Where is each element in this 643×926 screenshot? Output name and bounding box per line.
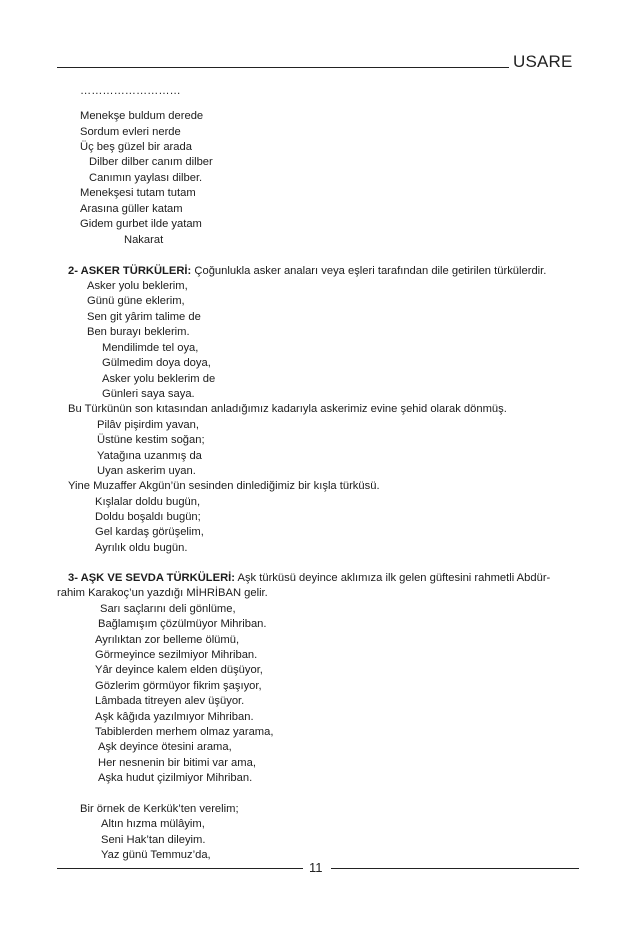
text-line: rahim Karakoç’un yazdığı MİHRİBAN gelir. xyxy=(57,587,268,599)
text-line: Doldu boşaldı bugün; xyxy=(95,511,201,523)
text-line: Nakarat xyxy=(124,234,164,246)
text-line: Arasına güller katam xyxy=(80,203,183,215)
section-heading: 2- ASKER TÜRKÜLERİ: xyxy=(68,265,192,277)
text-line: Sarı saçlarını deli gönlüme, xyxy=(100,603,236,615)
text-line: Kışlalar doldu bugün, xyxy=(95,496,201,508)
text-line: Canımın yaylası dilber. xyxy=(89,172,203,184)
text-line: Aşk kâğıda yazılmıyor Mihriban. xyxy=(95,711,254,723)
text-line: Gözlerim görmüyor fikrim şaşıyor, xyxy=(95,680,262,692)
text-line: Gülmedim doya doya, xyxy=(102,357,211,369)
text-line: Sordum evleri nerde xyxy=(80,126,181,138)
text-line: Tabiblerden merhem olmaz yarama, xyxy=(95,726,274,738)
text-line: Altın hızma mülâyim, xyxy=(101,818,205,830)
text-line: Menekşe buldum derede xyxy=(80,110,204,122)
header-rule xyxy=(57,67,509,68)
section-heading-line xyxy=(68,264,546,280)
text-line: Bir örnek de Kerkük’ten verelim; xyxy=(80,803,239,815)
section-heading-line xyxy=(68,571,550,587)
text-line: Seni Hak’tan dileyim. xyxy=(101,834,206,846)
text-line: Lâmbada titreyen alev üşüyor. xyxy=(95,695,245,707)
page-number: 11 xyxy=(309,860,323,875)
text-line: Görmeyince sezilmiyor Mihriban. xyxy=(95,649,258,661)
text-line: Uyan askerim uyan. xyxy=(97,465,196,477)
text-line: Aşk deyince ötesini arama, xyxy=(98,741,232,753)
text-line: Sen git yârim talime de xyxy=(87,311,201,323)
text-line: Ayrılıktan zor belleme ölümü, xyxy=(95,634,240,646)
text-line: Yatağına uzanmış da xyxy=(97,450,202,462)
text-line: Yaz günü Temmuz’da, xyxy=(101,849,211,861)
text-line: Üç beş güzel bir arada xyxy=(80,141,192,153)
footer-rule-left xyxy=(57,868,303,869)
text-line: ……………………… xyxy=(80,85,181,97)
section-heading-text: Aşk türküsü deyince aklımıza ilk gelen güftesini rahmetli Abdür- xyxy=(235,572,551,584)
text-line: Yine Muzaffer Akgün’ün sesinden dinlediğimiz bir kışla türküsü. xyxy=(68,480,380,492)
text-line: Ben burayı beklerim. xyxy=(87,326,190,338)
text-line: Günü güne eklerim, xyxy=(87,295,185,307)
text-line: Asker yolu beklerim de xyxy=(102,373,216,385)
text-line: Bağlamışım çözülmüyor Mihriban. xyxy=(98,618,267,630)
text-line: Bu Türkünün son kıtasından anladığımız kadarıyla askerimiz evine şehid olarak dönmüş. xyxy=(68,403,507,415)
section-heading-text: Çoğunlukla asker anaları veya eşleri tarafından dile getirilen türkülerdir. xyxy=(191,265,547,277)
text-line: Yâr deyince kalem elden düşüyor, xyxy=(95,664,263,676)
text-line: Gel kardaş görüşelim, xyxy=(95,526,204,538)
text-line: Ayrılık oldu bugün. xyxy=(95,542,188,554)
text-line: Günleri saya saya. xyxy=(102,388,195,400)
header-title: USARE xyxy=(513,52,573,71)
text-line: Aşka hudut çizilmiyor Mihriban. xyxy=(98,772,253,784)
text-line: Gidem gurbet ilde yatam xyxy=(80,218,202,230)
text-line: Mendilimde tel oya, xyxy=(102,342,199,354)
text-line: Her nesnenin bir bitimi var ama, xyxy=(98,757,256,769)
footer-rule-right xyxy=(331,868,579,869)
section-heading: 3- AŞK VE SEVDA TÜRKÜLERİ: xyxy=(68,572,235,584)
text-line: Menekşesi tutam tutam xyxy=(80,187,196,199)
text-line: Üstüne kestim soğan; xyxy=(97,434,205,446)
text-line: Dilber dilber canım dilber xyxy=(89,156,213,168)
text-line: Pilâv pişirdim yavan, xyxy=(97,419,199,431)
text-line: Asker yolu beklerim, xyxy=(87,280,188,292)
